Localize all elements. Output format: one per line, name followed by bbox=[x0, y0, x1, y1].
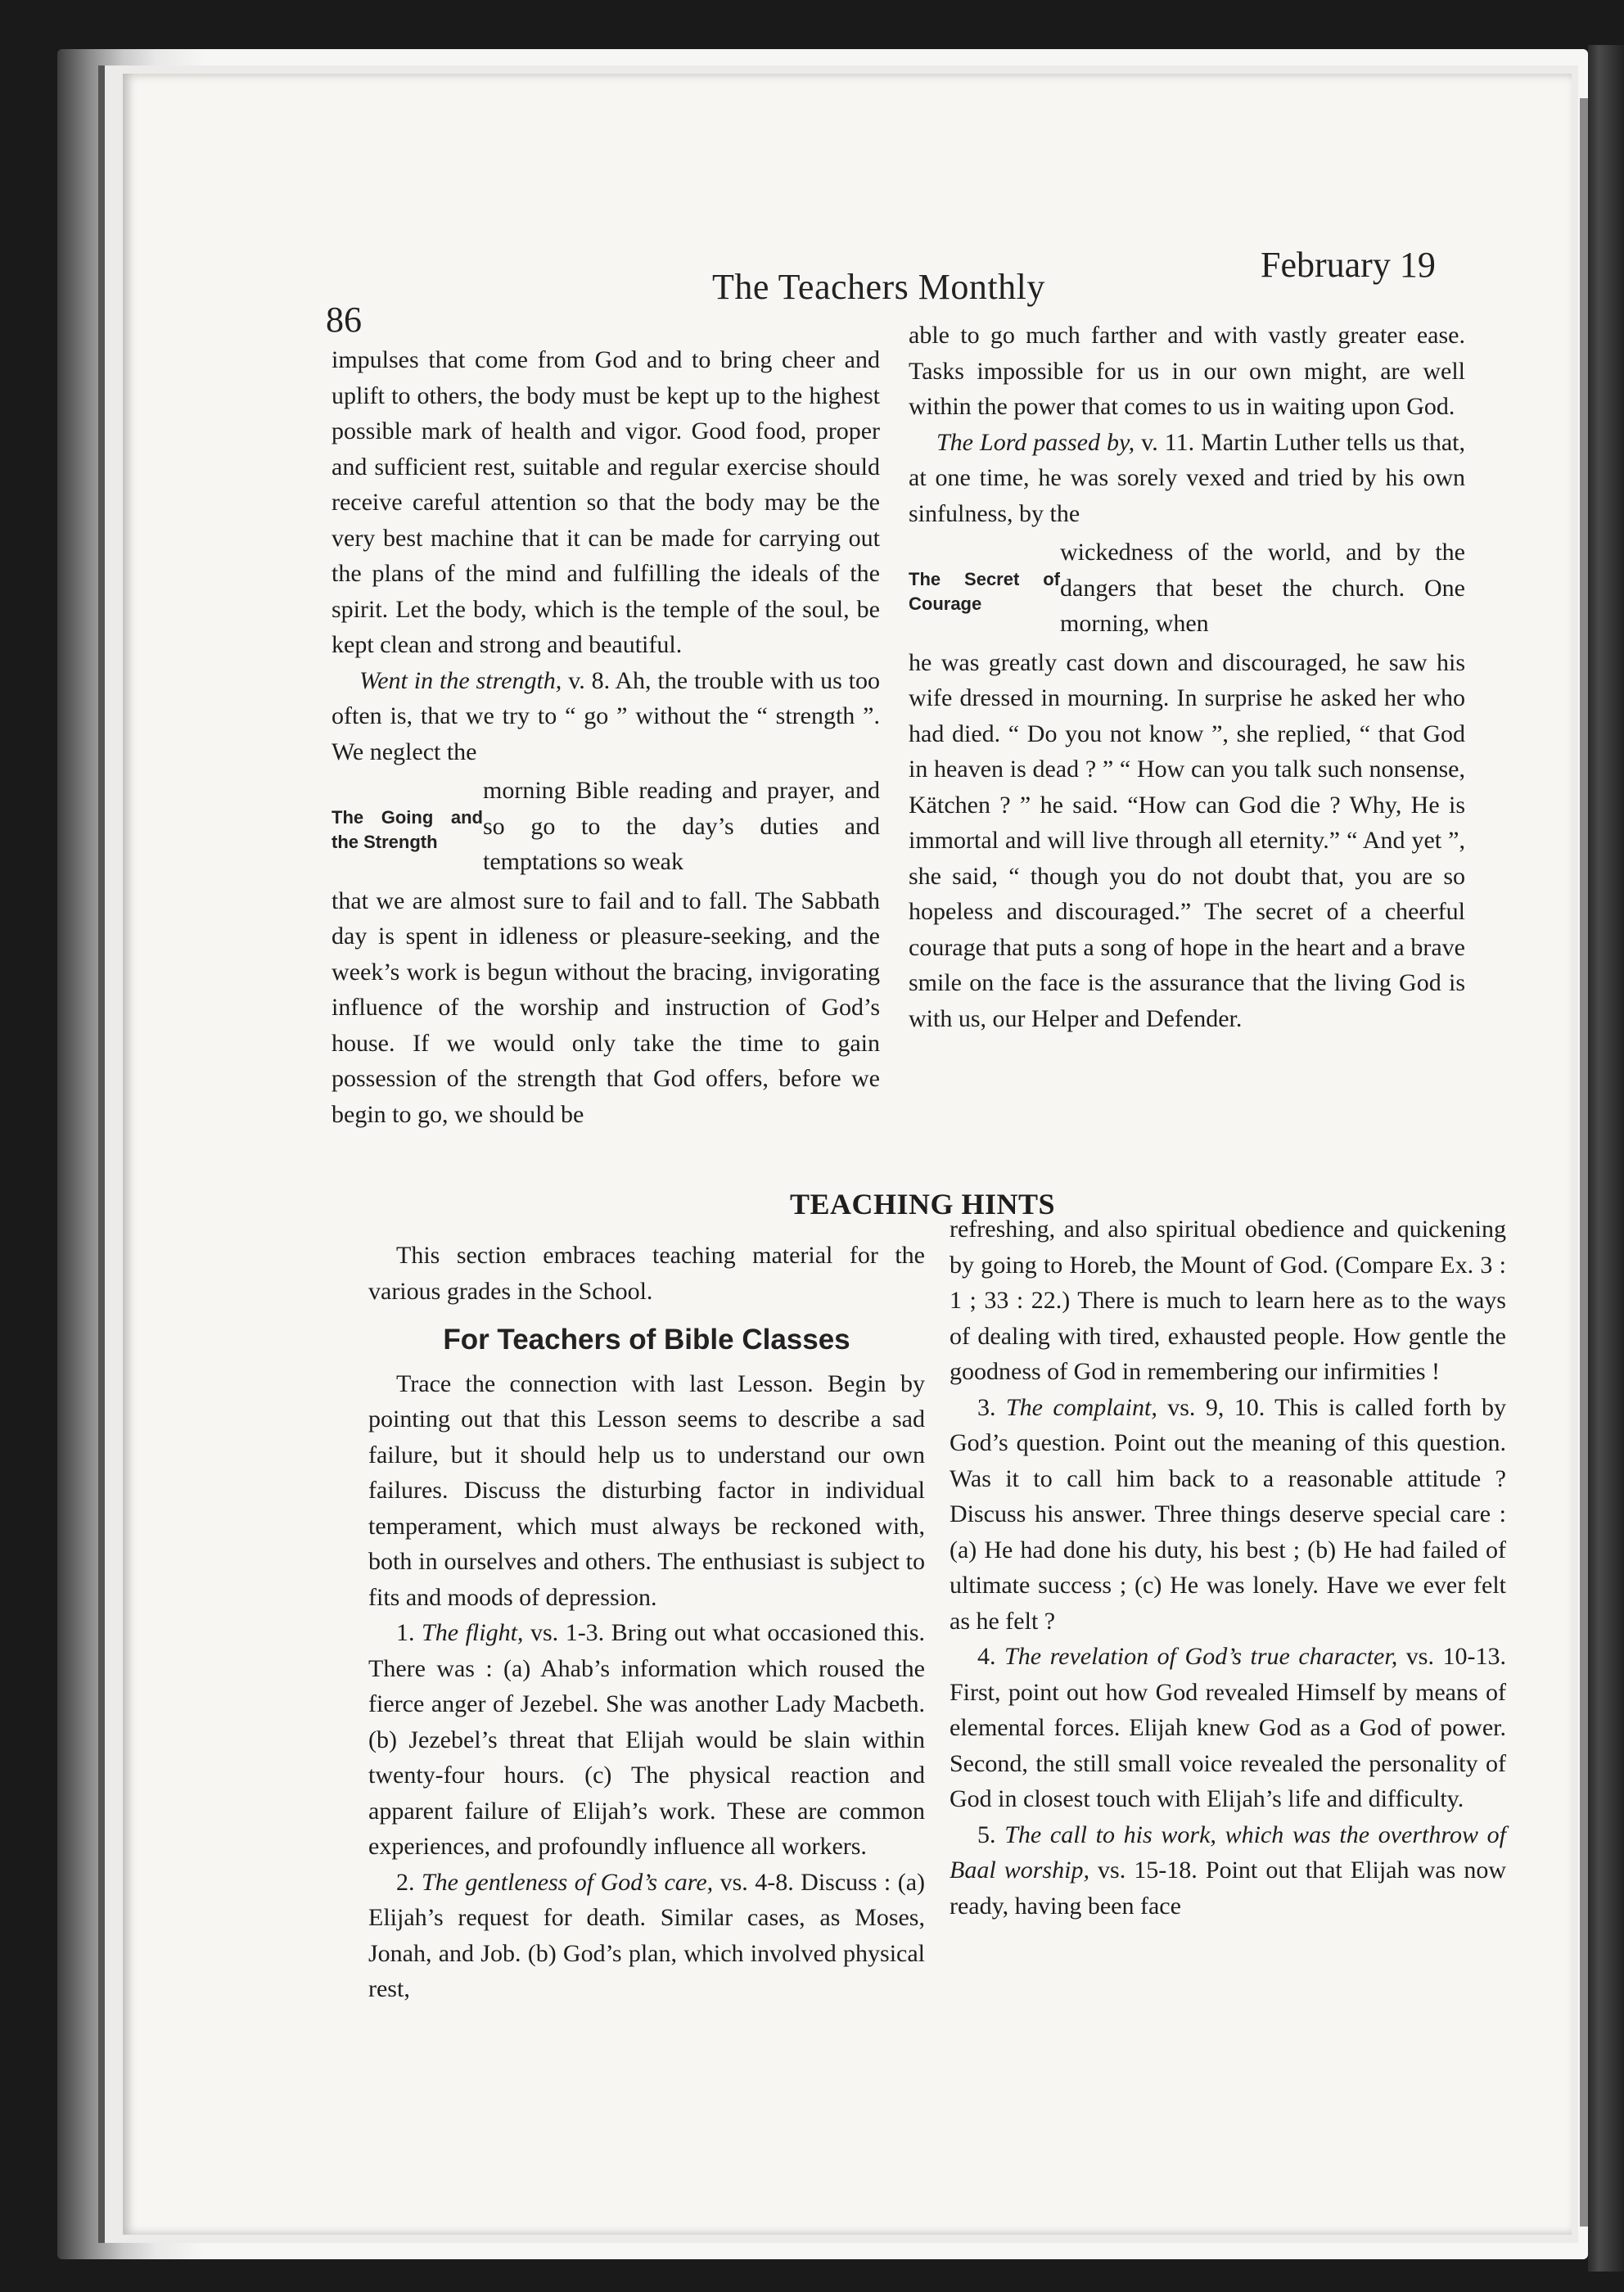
point-text: vs. 10-13. First, point out how God revealed Himself by means of elemental forces. Elijah knew God as a God of power. Second, the still small voice revealed the personality of God in closest touch with Elijah’s life and difficulty. bbox=[950, 1643, 1506, 1812]
paragraph-text: v. 11. Martin Luther tells us that, at one time, he was sorely vexed and tried by his own sinfulness, by the bbox=[909, 428, 1465, 527]
right-binding bbox=[1588, 45, 1624, 2272]
right-column-upper bbox=[909, 318, 1465, 1036]
numbered-point bbox=[950, 1390, 1506, 1640]
right-column-lower bbox=[950, 1211, 1506, 1924]
journal-title: The Teachers Monthly bbox=[712, 267, 1045, 307]
numbered-point bbox=[368, 1865, 925, 2007]
subheading: For Teachers of Bible Classes bbox=[443, 1324, 850, 1356]
point-title: The revelation of God’s true character, bbox=[1004, 1643, 1398, 1670]
left-column-lower bbox=[368, 1238, 925, 2007]
page-number: 86 bbox=[326, 300, 362, 340]
intro-paragraph: This section embraces teaching material for the various grades in the School. bbox=[368, 1242, 925, 1305]
point-number: 4. bbox=[977, 1643, 1005, 1670]
section-heading: TEACHING HINTS bbox=[790, 1188, 1056, 1220]
sidenote-going-strength: The Going and the Strength bbox=[332, 807, 483, 852]
point-title: The flight, bbox=[422, 1619, 524, 1646]
paragraph: able to go much farther and with vastly greater ease. Tasks impossible for us in our own might, are well within the power that comes to us in waiting upon God. bbox=[909, 322, 1465, 420]
paragraph-text: that we are almost sure to fail and to fall. The Sabbath day is spent in idleness or pleasure-seeking, and the week’s work is begun without the bracing, invigorating influence of the worship and instruction of God’s house. If we would only take the time to gain possession of the strength that God offers, before we begin to go, we should be bbox=[332, 887, 880, 1128]
scripture-reference: The Lord passed by, bbox=[936, 428, 1135, 456]
point-text: vs. 15-18. Point out that Elijah was now ready, having been face bbox=[950, 1857, 1506, 1920]
point-title: The gentleness of God’s care, bbox=[421, 1868, 714, 1896]
point-title: The complaint, bbox=[1005, 1393, 1157, 1421]
point-text: vs. 4-8. Discuss : (a) Elijah’s request for death. Similar cases, as Moses, Jonah, and Job. (b) God’s plan, which involved physical rest, bbox=[368, 1868, 926, 2002]
point-number: 2. bbox=[396, 1868, 422, 1896]
numbered-point bbox=[368, 1615, 925, 1865]
point-title: The call to his work, which was the overthrow of Baal worship, bbox=[950, 1821, 1507, 1884]
paragraph-text: morning Bible reading and prayer, and so go to the day’s duties and temptations so weak bbox=[483, 777, 880, 875]
paragraph: Trace the connection with last Lesson. Begin by pointing out that this Lesson seems to describe a sad failure, but it should help us to understand our own failures. Discuss the disturbing factor in individual temperament, which must always be reckoned with, both in ourselves and others. The enthusiast is subject to fits and moods of depression. bbox=[368, 1369, 925, 1611]
paragraph bbox=[332, 663, 880, 770]
sidenote-block bbox=[909, 535, 1465, 642]
paragraph: impulses that come from God and to bring cheer and uplift to others, the body must be kept up to the highest possible mark of health and vigor. Good food, proper and sufficient rest, suitable and regular exercise should receive careful attention so that the body may be the very best machine that it can be made for carrying out the plans of the mind and fulfilling the ideals of the spirit. Let the body, which is the temple of the soul, be kept clean and strong and beautiful. bbox=[332, 346, 880, 658]
issue-date: February 19 bbox=[1261, 245, 1436, 285]
numbered-point bbox=[950, 1639, 1506, 1817]
point-number: 5. bbox=[977, 1821, 1005, 1848]
paragraph-text: refreshing, and also spiritual obedience and quickening by going to Horeb, the Mount of God. (Compare Ex. 3 : 1 ; 33 : 22.) There is much to learn here as to the ways of dealing with tired, exhausted people. How gentle the goodness of God in remembering our infirmities ! bbox=[950, 1216, 1506, 1385]
right-page-edge bbox=[1580, 98, 1588, 2227]
sidenote-block bbox=[332, 773, 880, 880]
paragraph bbox=[909, 425, 1465, 532]
sidenote-secret-courage: The Secret of Courage bbox=[909, 569, 1060, 614]
point-text: vs. 1-3. Bring out what occasioned this. There was : (a) Ahab’s information which roused the fierce anger of Jezebel. She was another Lady Macbeth. (b) Jezebel’s threat that Elijah would be slain within twenty-four hours. (c) The physical reaction and apparent failure of Elijah’s work. These are common experiences, and profoundly influence all workers. bbox=[368, 1619, 925, 1860]
point-number: 1. bbox=[396, 1619, 422, 1646]
paragraph-text: wickedness of the world, and by the dangers that beset the church. One morning, when bbox=[1060, 539, 1465, 637]
paragraph-text: he was greatly cast down and discouraged, he saw his wife dressed in mourning. In surprise he asked her who had died. “ Do you not know ”, she replied, “ that God in heaven is dead ? ” “ How can you talk such nonsense, Kätchen ? ” he said. “How can God die ? Why, He is immortal and will live through all eternity.” “ And yet ”, she said, “ though you do not doubt that, you are so hopeless and discouraged.” The secret of a cheerful courage that puts a song of hope in the heart and a brave smile on the face is the assurance that the living God is with us, our Helper and Defender. bbox=[909, 648, 1465, 1032]
paragraph-text: v. 8. Ah, the trouble with us too often is, that we try to “ go ” without the “ strength ”. We neglect the bbox=[332, 666, 880, 765]
point-text: vs. 9, 10. This is called forth by God’s question. Point out the meaning of this question. Was it to call him back to a reasonable attitude ? Discuss his answer. Three things deserve special care : (a) He had done his duty, his best ; (b) He had failed of ultimate success ; (c) He was lonely. Have we ever felt as he felt ? bbox=[950, 1393, 1506, 1635]
numbered-point bbox=[950, 1817, 1506, 1924]
left-column-upper bbox=[332, 342, 880, 1132]
scripture-reference: Went in the strength, bbox=[359, 666, 562, 694]
point-number: 3. bbox=[977, 1393, 1006, 1421]
